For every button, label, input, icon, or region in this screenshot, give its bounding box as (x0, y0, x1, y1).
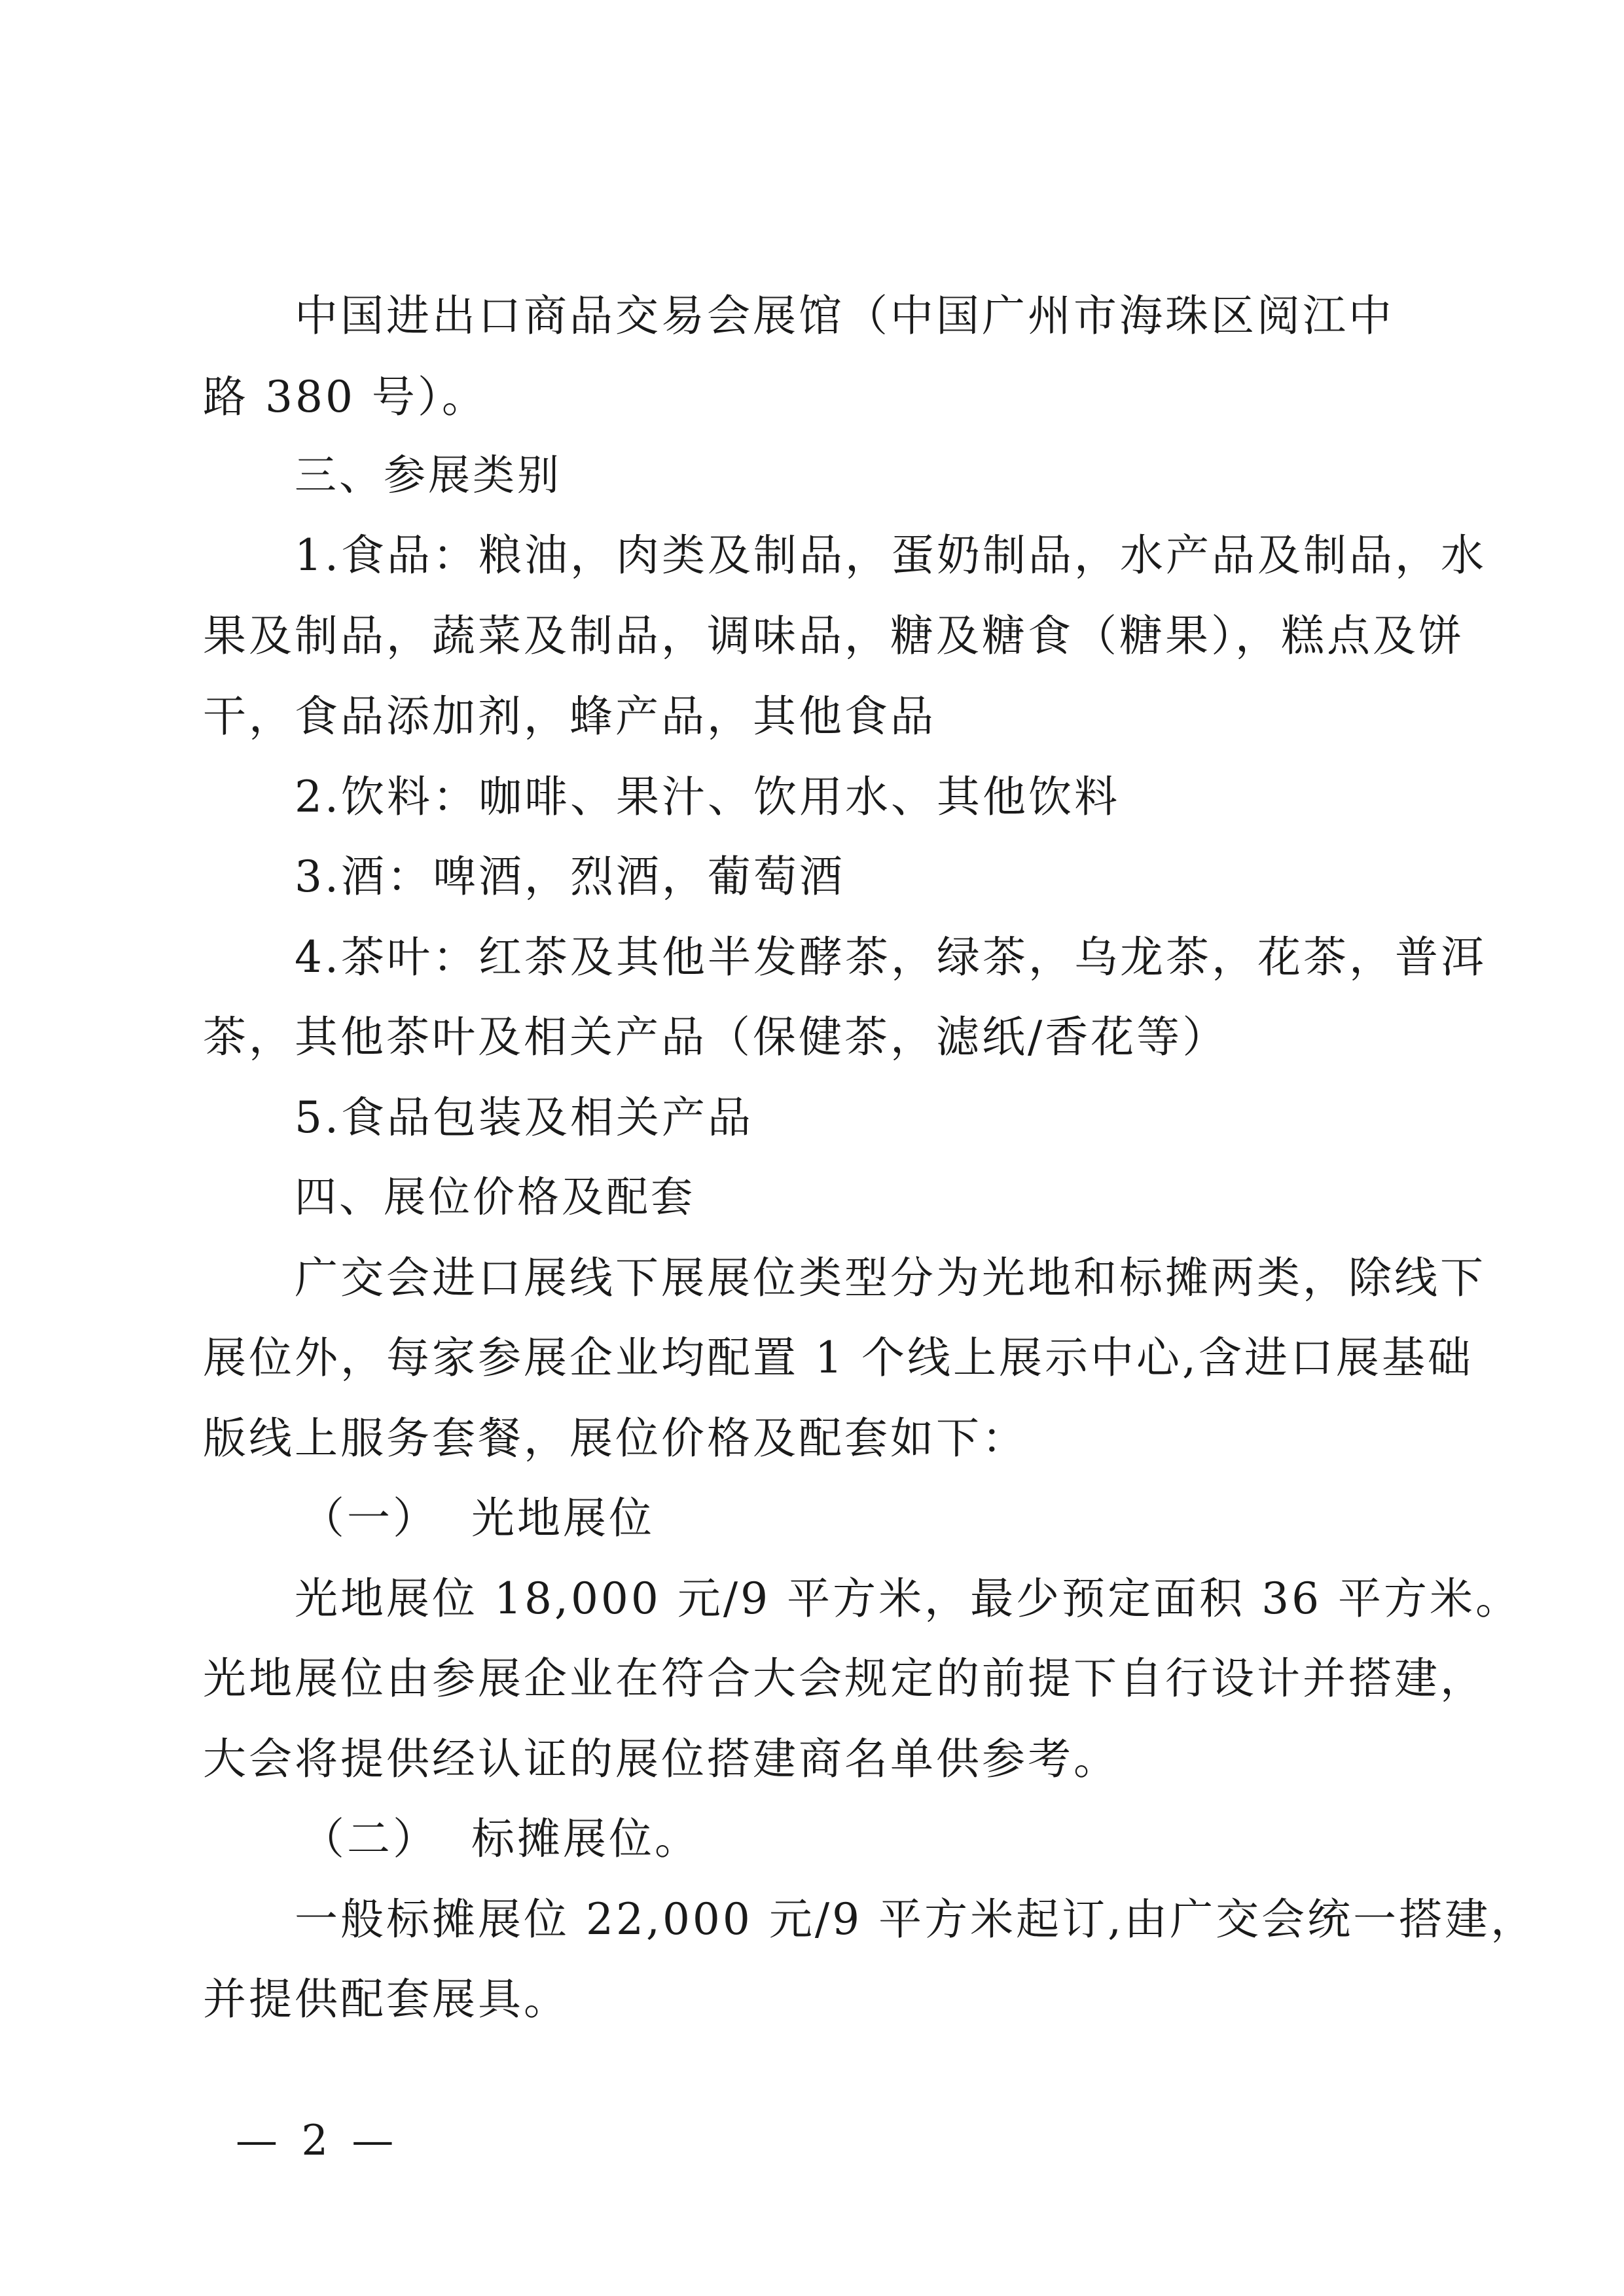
subsection-1-line-1: 光地展位 18,000 元/9 平方米，最少预定面积 36 平方米。 (295, 1573, 1522, 1624)
category-item-1-line-2: 果及制品，蔬菜及制品，调味品，糖及糖食（糖果），糕点及饼 (203, 611, 1464, 661)
page-number: — 2 — (236, 2117, 399, 2165)
subsection-2-title: （二） 标摊展位。 (301, 1814, 700, 1864)
section-4-title: 四、展位价格及配套 (295, 1174, 695, 1222)
venue-line-1: 中国进出口商品交易会展馆（中国广州市海珠区阅江中 (295, 291, 1394, 341)
section-4-intro-line-1: 广交会进口展线下展展位类型分为光地和标摊两类，除线下 (295, 1253, 1486, 1303)
category-item-4-line-2: 茶，其他茶叶及相关产品（保健茶，滤纸/香花等） (203, 1012, 1229, 1062)
section-4-intro-line-3: 版线上服务套餐，展位价格及配套如下： (203, 1413, 1028, 1463)
subsection-1-title: （一） 光地展位 (301, 1493, 655, 1543)
subsection-1-line-3: 大会将提供经认证的展位搭建商名单供参考。 (203, 1734, 1119, 1784)
section-4-intro-line-2: 展位外，每家参展企业均配置 1 个线上展示中心,含进口展基础 (203, 1333, 1473, 1383)
category-item-1-line-1: 1.食品：粮油，肉类及制品，蛋奶制品，水产品及制品，水 (295, 530, 1487, 581)
category-item-4-line-1: 4.茶叶：红茶及其他半发酵茶，绿茶，乌龙茶，花茶，普洱 (295, 932, 1487, 982)
subsection-1-line-2: 光地展位由参展企业在符合大会规定的前提下自行设计并搭建， (203, 1653, 1486, 1704)
category-item-1-line-3: 干，食品添加剂，蜂产品，其他食品 (203, 691, 936, 742)
category-item-5: 5.食品包装及相关产品 (295, 1092, 753, 1143)
category-item-2: 2.饮料：咖啡、果汁、饮用水、其他饮料 (295, 772, 1120, 822)
venue-line-2: 路 380 号）。 (203, 372, 488, 422)
section-3-title: 三、参展类别 (295, 452, 562, 500)
subsection-2-line-2: 并提供配套展具。 (203, 1974, 569, 2024)
category-item-3: 3.酒：啤酒，烈酒，葡萄酒 (295, 852, 845, 902)
subsection-2-line-1: 一般标摊展位 22,000 元/9 平方米起订,由广交会统一搭建， (295, 1894, 1537, 1945)
